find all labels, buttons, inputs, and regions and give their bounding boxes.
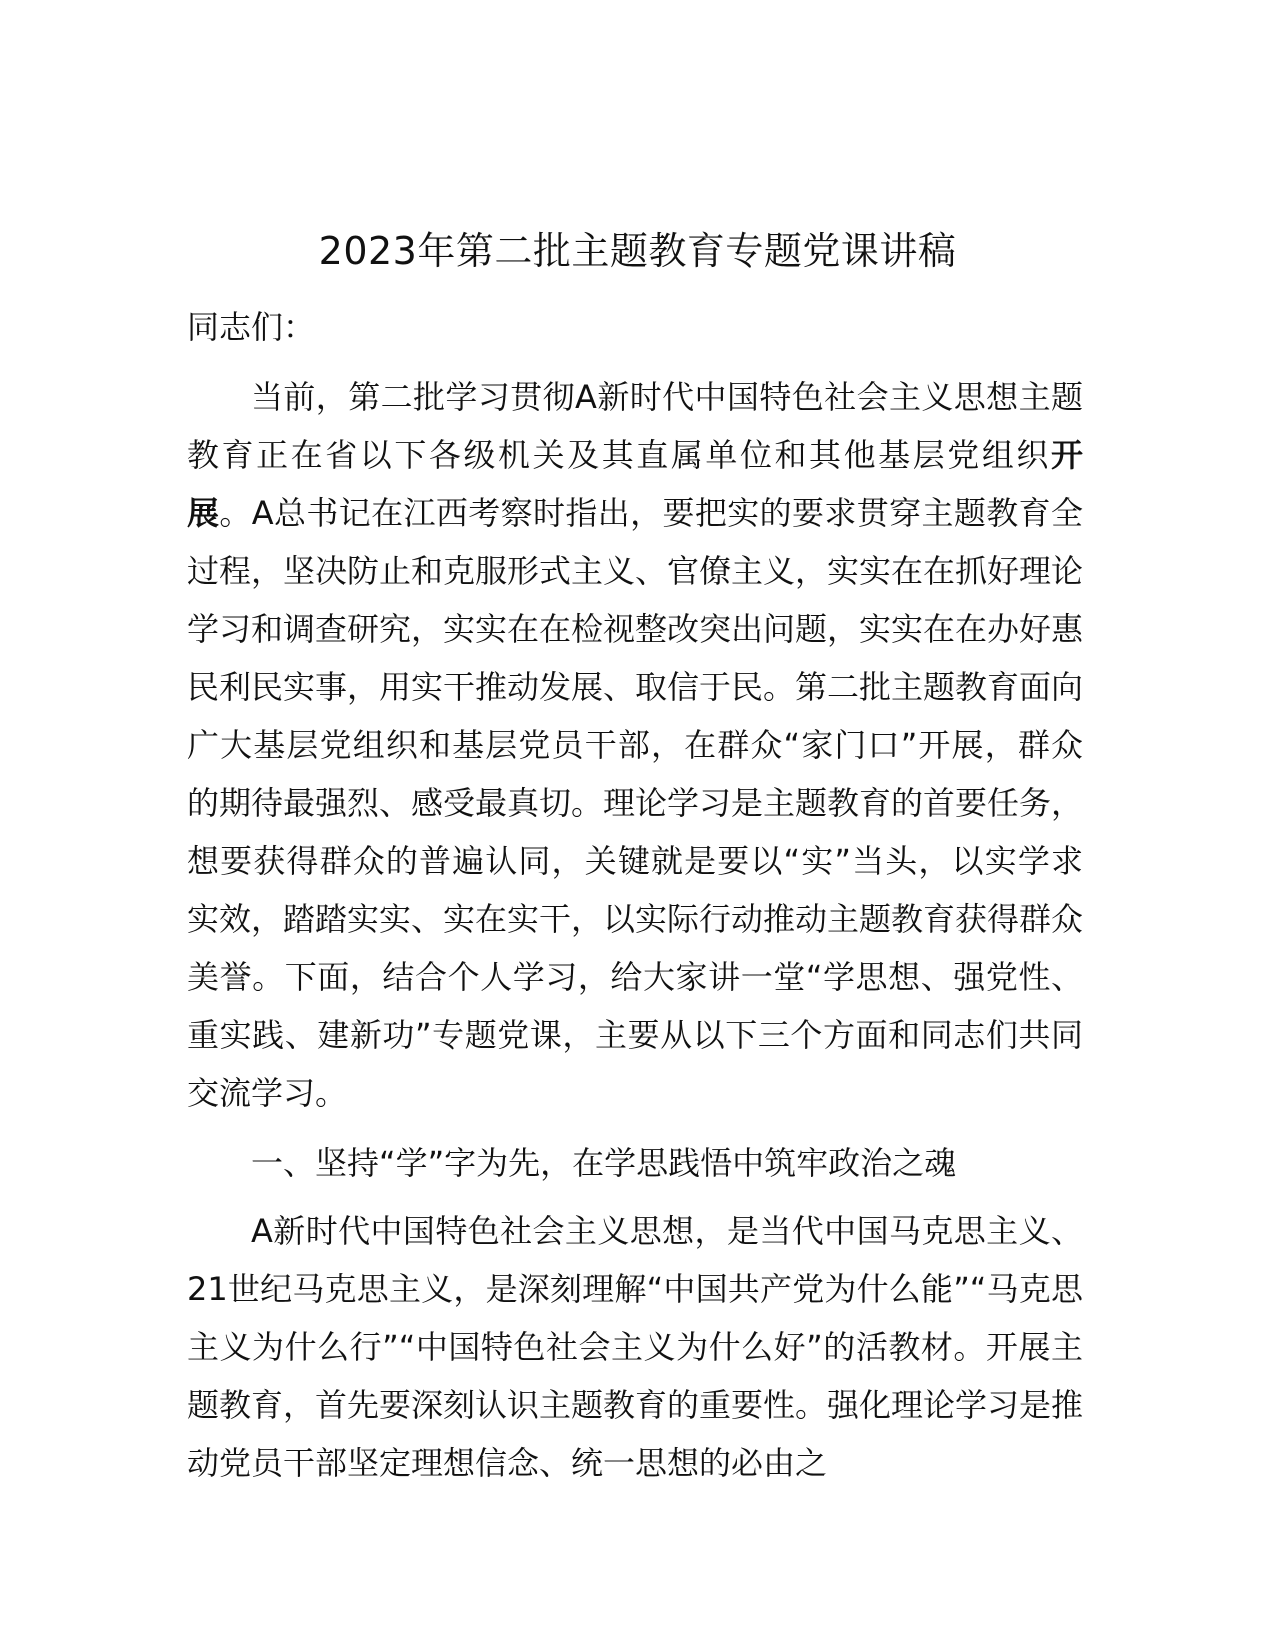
- section-heading-1: 一、坚持“学”字为先，在学思践悟中筑牢政治之魂: [251, 1144, 957, 1182]
- salutation: 同志们：: [187, 308, 316, 346]
- paragraph-intro-bold: 开展: [187, 436, 1083, 532]
- document-body: [187, 298, 1083, 1492]
- document-title: 2023年第二批主题教育专题党课讲稿: [318, 229, 957, 273]
- paragraph-intro: [187, 368, 1083, 1122]
- paragraph-intro-end: 。A总书记在江西考察时指出，要把实的要求贯穿主题教育全过程，坚决防止和克服形式主义、官僚主义，实实在在抓好理论学习和调查研究，实实在在检视整改突出问题，实实在在办好惠民利民实事，用实干推动发展、取信于民。第二批主题教育面向广大基层党组织和基层党员干部，在群众“家门口”开展，群众的期待最强烈、感受最真切。理论学习是主题教育的首要任务，想要获得群众的普遍认同，关键就是要以“实”当头，以实学求实效，踏踏实实、实在实干，以实际行动推动主题教育获得群众美誉。下面，结合个人学习，给大家讲一堂“学思想、强党性、重实践、建新功”专题党课，主要从以下三个方面和同志们共同交流学习。: [187, 494, 1084, 1112]
- paragraph-section-1: A新时代中国特色社会主义思想，是当代中国马克思主义、21世纪马克思主义，是深刻理解“中国共产党为什么能”“马克思主义为什么行”“中国特色社会主义为什么好”的活教材。开展主题教育，首先要深刻认识主题教育的重要性。强化理论学习是推动党员干部坚定理想信念、统一思想的必由之: [187, 1212, 1084, 1482]
- paragraph-intro-start: 当前，第二批学习贯彻A新时代中国特色社会主义思想主题教育正在省以下各级机关及其直属单位和其他基层党组织: [187, 378, 1083, 474]
